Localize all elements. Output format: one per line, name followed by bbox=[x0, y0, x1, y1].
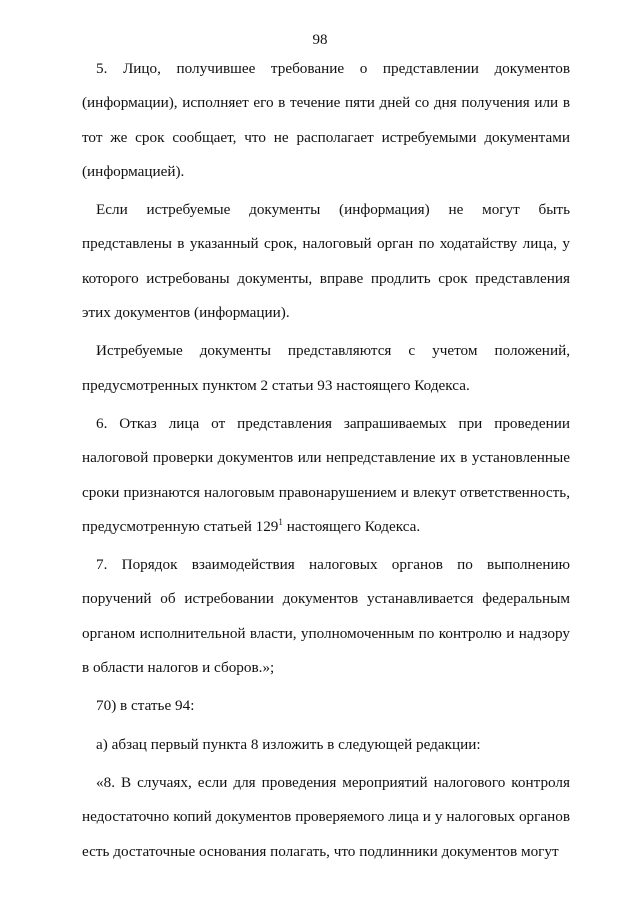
paragraph-item-6 bbox=[82, 407, 570, 544]
paragraph-item-5-extension: Если истребуемые документы (информация) не могут быть представлены в указанный срок, налоговый орган по ходатайству лица, у которого истребованы документы, вправе продлить срок представления этих документов (информации). bbox=[82, 201, 570, 322]
paragraph-item-6-tail: настоящего Кодекса. bbox=[282, 517, 421, 535]
paragraph-subitem-a: а) абзац первый пункта 8 изложить в следующей редакции: bbox=[96, 735, 481, 753]
document-body bbox=[82, 52, 570, 869]
paragraph-item-5-documents: Истребуемые документы представляются с учетом положений, предусмотренных пунктом 2 статьи 93 настоящего Кодекса. bbox=[82, 342, 570, 394]
paragraph-item-7: 7. Порядок взаимодействия налоговых органов по выполнению поручений об истребовании документов устанавливается федеральным органом исполнительной власти, уполномоченным по контролю и надзору в области налогов и сборов.»; bbox=[82, 556, 570, 677]
paragraph-item-8: «8. В случаях, если для проведения мероприятий налогового контроля недостаточно копий документов проверяемого лица и у налоговых органов есть достаточные основания полагать, что подлинники документов могут bbox=[82, 773, 570, 860]
paragraph-item-5: 5. Лицо, получившее требование о представлении документов (информации), исполняет его в течение пяти дней со дня получения или в тот же срок сообщает, что не располагает истребуемыми документами (информацией). bbox=[82, 60, 570, 180]
page-number: 98 bbox=[312, 32, 328, 48]
article-superscript: 1 bbox=[278, 516, 283, 527]
paragraph-item-6-text: 6. Отказ лица от представления запрашиваемых при проведении налоговой проверки документов или непредставление их в установленные сроки признаются налоговым правонарушением и влекут ответственность, предусмотренную статьей 129 bbox=[82, 414, 570, 535]
paragraph-item-70: 70) в статье 94: bbox=[96, 697, 195, 715]
